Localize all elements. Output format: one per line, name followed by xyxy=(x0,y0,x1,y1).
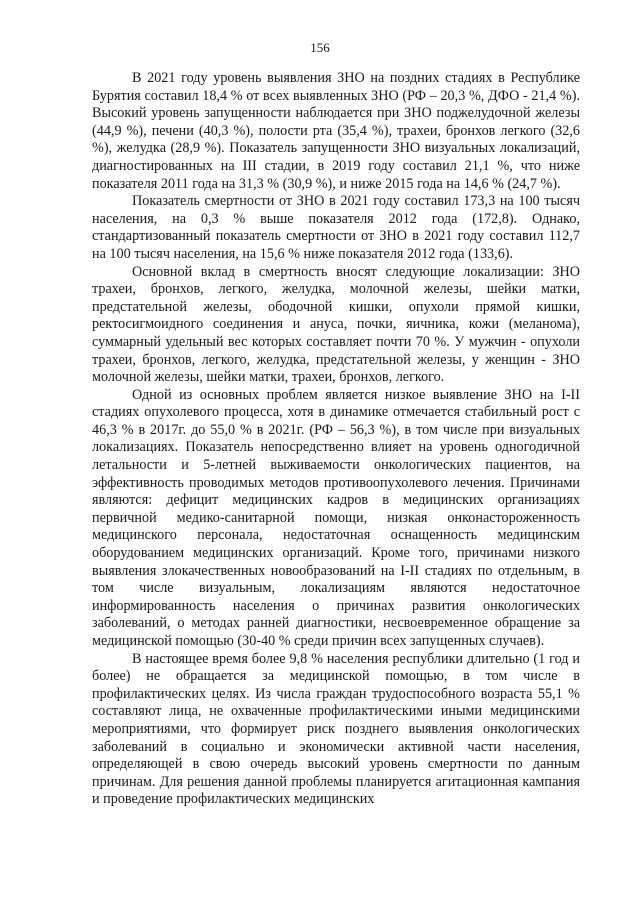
page-body xyxy=(92,70,580,809)
paragraph-early-detection-problem: Одной из основных проблем является низкое выявление ЗНО на I-II стадиях опухолевого процесса, хотя в динамике отмечается стабильный рост с 46,3 % в 2017г. до 55,0 % в 2021г. (РФ – 56,3 %), в том числе при визуальных локализациях. Показатель непосредственно влияет на уровень одногодичной летальности и 5-летней выживаемости онкологических пациентов, на эффективность проводимых методов противоопухолевого лечения. Причинами являются: дефицит медицинских кадров в медицинских организациях первичной медико-санитарной помощи, низкая онконастороженность медицинского персонала, недостаточная оснащенность медицинским оборудованием медицинских организаций. Кроме того, причинами низкого выявления злокачественных новообразований на I-II стадиях по отдельным, в том числе визуальным, локализациям являются недостаточное информированность населения о причинах развития онкологических заболеваний, о методах ранней диагностики, несвоевременное обращение за медицинской помощью (30-40 % среди причин всех запущенных случаев). xyxy=(92,386,580,649)
paragraph-mortality-rate: Показатель смертности от ЗНО в 2021 году составил 173,3 на 100 тысяч населения, на 0,3 % выше показателя 2012 года (172,8). Однако, стандартизованный показатель смертности от ЗНО в 2021 году составил 112,7 на 100 тысяч населения, на 15,6 % ниже показателя 2012 года (133,6). xyxy=(92,193,580,262)
paragraph-population-coverage: В настоящее время более 9,8 % населения республики длительно (1 год и более) не обращается за медицинской помощью, в том числе в профилактических целях. Из числа граждан трудоспособного возраста 55,1 % составляют лица, не охваченные профилактическими иными медицинскими мероприятиями, что формирует риск позднего выявления онкологических заболеваний в социально и экономически активной части населения, определяющей в свою очередь высокий уровень смертности по данным причинам. Для решения данной проблемы планируется агитационная кампания и проведение профилактических медицинских xyxy=(92,650,580,808)
paragraph-late-stage-detection: В 2021 году уровень выявления ЗНО на поздних стадиях в Республике Бурятия составил 18,4 % от всех выявленных ЗНО (РФ – 20,3 %, ДФО - 21,4 %). Высокий уровень запущенности наблюдается при ЗНО поджелудочной железы (44,9 %), печени (40,3 %), полости рта (35,4 %), трахеи, бронхов легкого (32,6 %), желудка (28,9 %). Показатель запущенности ЗНО визуальных локализаций, диагностированных на III стадии, в 2019 году составил 21,1 %, что ниже показателя 2011 года на 31,3 % (30,9 %), и ниже 2015 года на 14,6 % (24,7 %). xyxy=(92,70,580,192)
paragraph-mortality-localizations: Основной вклад в смертность вносят следующие локализации: ЗНО трахеи, бронхов, легкого, желудка, молочной железы, шейки матки, предстательной железы, ободочной кишки, опухоли прямой кишки, ректосигмоидного соединения и ануса, почки, яичника, кожи (меланома), суммарный удельный вес которых составляет почти 70 %. У мужчин - опухоли трахеи, бронхов, легкого, желудка, предстательной железы, у женщин - ЗНО молочной железы, шейки матки, трахеи, бронхов, легкого. xyxy=(92,263,580,386)
page-number: 156 xyxy=(310,40,330,55)
